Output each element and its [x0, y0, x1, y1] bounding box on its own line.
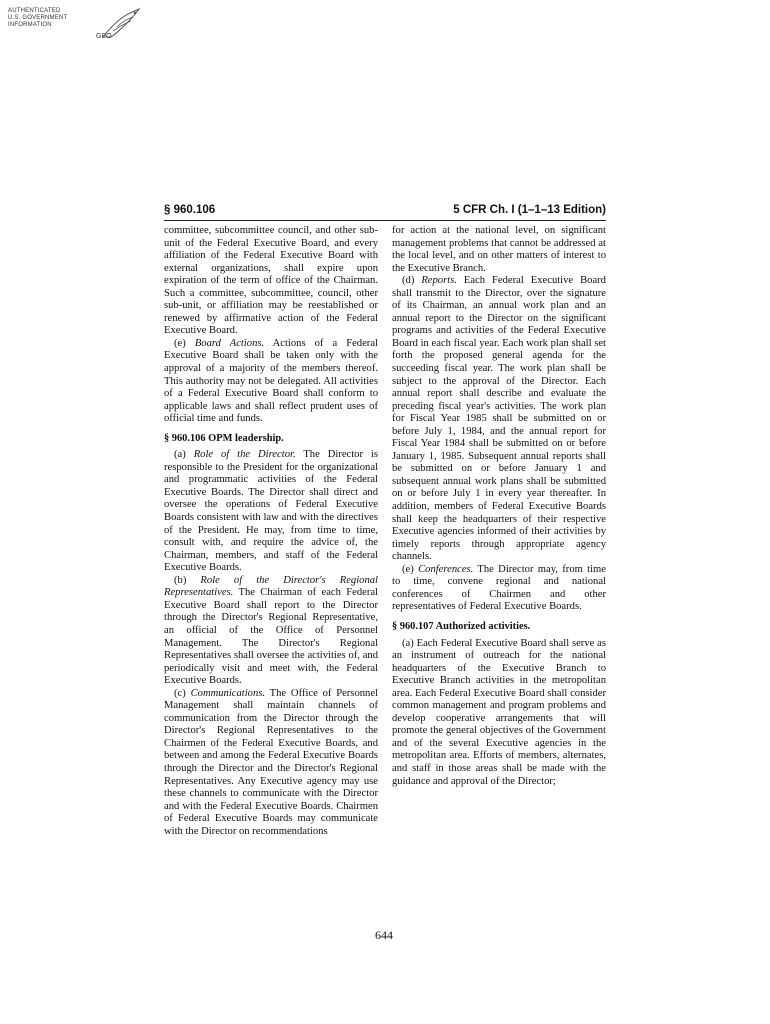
paragraph-title: Role of the Director's Regional Representatives. [164, 574, 378, 599]
paragraph-e: (e) Conferences. The Director may, from time to time, convene regional and national conferences of Chairmen and other representatives of Federal Executive Boards. [392, 563, 606, 613]
left-column [164, 225, 378, 838]
logo-line-3: INFORMATION [8, 22, 52, 28]
logo-gpo-mark: GPO [96, 33, 112, 40]
paragraph-d: (d) Reports. Each Federal Executive Board shall transmit to the Director, over the signature of its Chairman, an annual work plan and an annual report to the Director on the significant programs and activities of the Federal Executive Board in each fiscal year. Each work plan shall set forth the proposed general agenda for the succeeding fiscal year. The work plan shall be subject to the approval of the Director. Each annual report shall describe and evaluate the preceding fiscal year's activities. The work plan for Fiscal Year 1985 shall be submitted on or before July 1, 1984, and the annual report for Fiscal Year 1984 shall be submitted on or before January 1, 1985. Subsequent annual reports shall be submitted on or before January 1 and subsequent annual work plans shall be submitted on or before July 1 in every year thereafter. In addition, members of Federal Executive Boards shall keep the headquarters of their respective Executive agencies informed of their activities by timely reports through appropriate agency channels. [392, 275, 606, 563]
paragraph-title: Communications. [190, 687, 266, 699]
eagle-icon [99, 7, 143, 43]
paragraph-title: Role of the Director. [193, 449, 296, 461]
paragraph-title: Conferences. [418, 563, 474, 575]
paragraph-b: (b) Role of the Director's Regional Representatives. The Chairman of each Federal Executive Board shall report to the Director through the Director's Regional Representative, an official of the Office of Personnel Management. The Director's Regional Representatives shall oversee the activities of, and periodically visit and meet with, the Federal Executive Boards. [164, 574, 378, 687]
section-heading: § 960.107 Authorized activities. [392, 620, 531, 632]
section-heading: § 960.106 OPM leadership. [164, 432, 284, 444]
right-column [392, 225, 606, 788]
paragraph-c: (c) Communications. The Office of Personnel Management shall maintain channels of communication from the Director through the Director's Regional Representatives to the Chairmen of the Federal Executive Boards, and between and among the Federal Executive Boards through the Director and the Director's Regional Representatives. Any Executive agency may use these channels to communicate with the Director and with the Federal Executive Boards. Chairmen of Federal Executive Boards may communicate with the Director on recommendations [164, 687, 378, 837]
gpo-authentication-logo [4, 4, 144, 50]
paragraph-title: Reports. [421, 275, 457, 287]
paragraph: committee, subcommittee council, and other sub-unit of the Federal Executive Board, and every affiliation of the Federal Executive Board with external organizations, shall expire upon expiration of the term of office of the Chairman. Such a committee, subcommittee, council, other sub-unit, or affiliation may be reestablished or renewed by affirmative action of the Federal Executive Board. [164, 225, 378, 337]
page-number: 644 [375, 928, 393, 942]
paragraph: for action at the national level, on significant management problems that cannot be addressed at the local level, and on other matters of interest to the Executive Branch. [392, 225, 606, 274]
edition-title: 5 CFR Ch. I (1–1–13 Edition) [453, 204, 606, 216]
running-head [164, 204, 606, 221]
paragraph-a: (a) Role of the Director. The Director is responsible to the President for the organizational and programmatic activities of the Federal Executive Boards. The Director shall direct and oversee the operations of Federal Executive Boards consistent with law and with the directives of the President. He may, from time to time, consult with, and require the advice of, the Chairman, members, and staff of the Federal Executive Boards. [164, 449, 378, 574]
paragraph-title: Board Actions. [194, 337, 265, 349]
logo-line-1: AUTHENTICATED [8, 8, 61, 14]
section-number: § 960.106 [164, 204, 216, 216]
paragraph-a: (a) Each Federal Executive Board shall serve as an instrument of outreach for the national headquarters of the Executive Branch to Executive Branch activities in the metropolitan area. Each Federal Executive Board shall consider common management and program problems and develop cooperative arrangements that will promote the general objectives of the Government and of the several Executive agencies in the metropolitan area. Efforts of members, alternates, and staff in those areas shall be made with the guidance and approval of the Director; [392, 637, 606, 787]
logo-line-2: U.S. GOVERNMENT [8, 15, 68, 21]
paragraph-e: (e) Board Actions. Actions of a Federal Executive Board shall be taken only with the approval of a majority of the members thereof. This authority may not be delegated. All activities of a Federal Executive Board shall conform to applicable laws and shall reflect prudent uses of official time and funds. [164, 337, 378, 425]
